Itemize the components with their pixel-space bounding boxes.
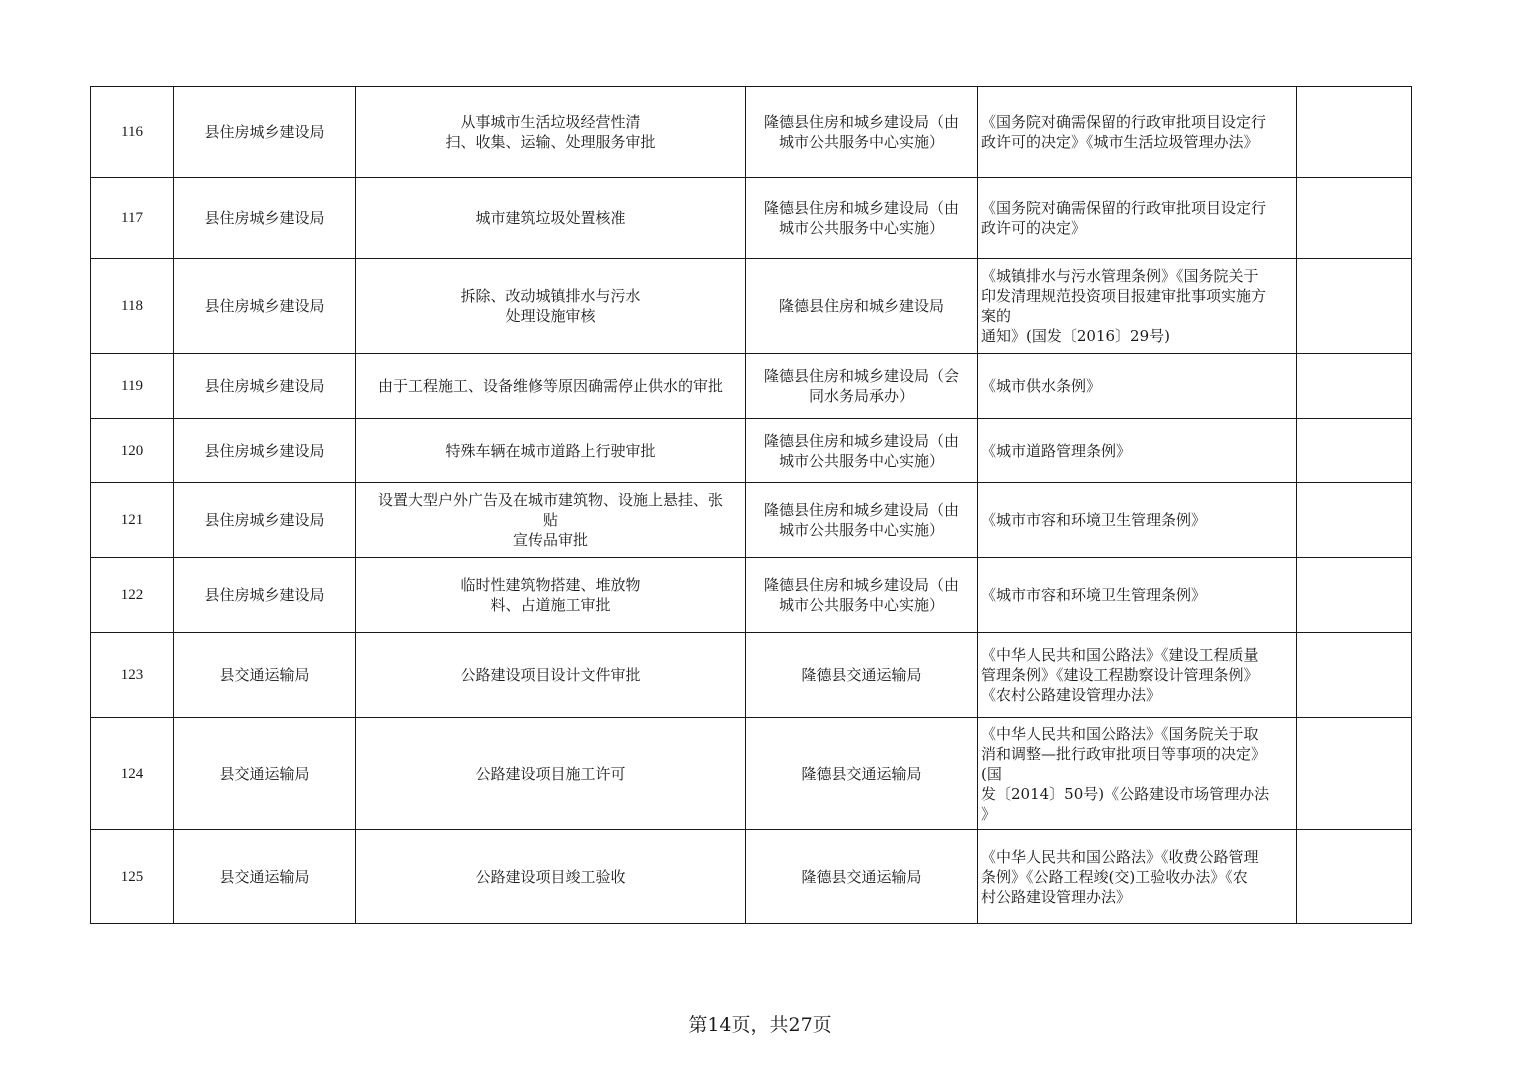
approval-item-cell-line: 由于工程施工、设备维修等原因确需停止供水的审批 xyxy=(377,377,723,395)
approval-item-cell-line: 扫、收集、运输、处理服务审批 xyxy=(445,133,656,151)
implementing-unit-cell-line: 隆德县住房和城乡建设局（由 xyxy=(763,431,959,450)
legal-basis-cell xyxy=(978,87,1297,178)
approval-item-cell-line: 城市建筑垃圾处置核准 xyxy=(475,209,626,227)
legal-basis-cell-line: 案的 xyxy=(981,307,1012,325)
legal-basis-cell xyxy=(978,354,1297,419)
approval-item-cell-line: 公路建设项目竣工验收 xyxy=(475,867,626,886)
implementing-unit-cell-line: 城市公共服务中心实施） xyxy=(778,521,944,539)
implementing-unit-cell-line: 隆德县交通运输局 xyxy=(801,867,922,886)
legal-basis-cell-line: 《城镇排水与污水管理条例》《国务院关于 xyxy=(981,267,1259,285)
remarks-cell xyxy=(1297,354,1412,419)
legal-basis-cell xyxy=(978,178,1297,259)
legal-basis-cell-line: 政许可的决定》 xyxy=(981,219,1087,237)
remarks-cell xyxy=(1297,419,1412,483)
implementing-unit-cell-line: 隆德县住房和城乡建设局 xyxy=(778,297,944,315)
implementing-unit-cell-line: 城市公共服务中心实施） xyxy=(778,219,944,237)
row-number-cell: 117 xyxy=(91,178,174,259)
department-cell: 县住房城乡建设局 xyxy=(174,483,356,558)
implementing-unit-cell-line: 隆德县住房和城乡建设局（由 xyxy=(763,199,959,217)
legal-basis-cell-line: 《农村公路建设管理办法》 xyxy=(981,686,1162,704)
approval-item-cell xyxy=(356,87,746,178)
implementing-unit-cell-line: 隆德县交通运输局 xyxy=(801,666,922,684)
remarks-cell xyxy=(1297,178,1412,259)
approval-item-cell xyxy=(356,830,746,924)
table-row xyxy=(91,483,1412,558)
legal-basis-cell xyxy=(978,259,1297,354)
table-row xyxy=(91,259,1412,354)
table-row xyxy=(91,830,1412,924)
legal-basis-cell-line: 《城市市容和环境卫生管理条例》 xyxy=(981,511,1207,529)
legal-basis-cell-line: 《中华人民共和国公路法》《收费公路管理 xyxy=(981,847,1259,866)
implementing-unit-cell-line: 隆德县交通运输局 xyxy=(801,764,922,783)
table-row xyxy=(91,87,1412,178)
implementing-unit-cell-line: 隆德县住房和城乡建设局（会 xyxy=(763,367,959,385)
row-number-cell: 124 xyxy=(91,718,174,830)
legal-basis-cell-line: 《国务院对确需保留的行政审批项目设定行 xyxy=(981,199,1267,217)
implementing-unit-cell-line: 隆德县住房和城乡建设局（由 xyxy=(763,113,959,131)
legal-basis-cell-line: 》 xyxy=(981,804,997,823)
approval-item-cell xyxy=(356,718,746,830)
legal-basis-cell xyxy=(978,633,1297,718)
page-footer: 第14页，共27页 xyxy=(688,1014,832,1036)
row-number-cell: 122 xyxy=(91,558,174,633)
department-cell: 县住房城乡建设局 xyxy=(174,354,356,419)
table-row xyxy=(91,633,1412,718)
approval-item-cell-line: 临时性建筑物搭建、堆放物 xyxy=(460,576,641,594)
approval-item-cell xyxy=(356,558,746,633)
implementing-unit-cell xyxy=(746,483,978,558)
approval-item-cell xyxy=(356,633,746,718)
table-row xyxy=(91,558,1412,633)
legal-basis-cell-line: 《城市道路管理条例》 xyxy=(981,441,1132,460)
row-number-cell: 123 xyxy=(91,633,174,718)
legal-basis-cell-line: 《中华人民共和国公路法》《建设工程质量 xyxy=(981,646,1259,664)
implementing-unit-cell xyxy=(746,718,978,830)
legal-basis-cell xyxy=(978,718,1297,830)
approval-item-cell-line: 处理设施审核 xyxy=(505,307,596,325)
approval-item-cell-line: 从事城市生活垃圾经营性清 xyxy=(460,113,641,131)
row-number-cell: 119 xyxy=(91,354,174,419)
department-cell: 县交通运输局 xyxy=(174,718,356,830)
legal-basis-cell-line: 印发清理规范投资项目报建审批事项实施方 xyxy=(981,287,1267,305)
legal-basis-cell-line: 《城市市容和环境卫生管理条例》 xyxy=(981,586,1207,604)
legal-basis-cell-line: 政许可的决定》《城市生活垃圾管理办法》 xyxy=(981,133,1259,151)
remarks-cell xyxy=(1297,558,1412,633)
implementing-unit-cell xyxy=(746,419,978,483)
row-number-cell: 120 xyxy=(91,419,174,483)
table-row xyxy=(91,718,1412,830)
legal-basis-cell xyxy=(978,830,1297,924)
implementing-unit-cell xyxy=(746,178,978,259)
approval-items-table xyxy=(90,86,1412,924)
implementing-unit-cell xyxy=(746,558,978,633)
approval-item-cell xyxy=(356,259,746,354)
implementing-unit-cell-line: 城市公共服务中心实施） xyxy=(778,451,944,470)
department-cell: 县交通运输局 xyxy=(174,830,356,924)
legal-basis-cell-line: 管理条例》《建设工程勘察设计管理条例》 xyxy=(981,666,1259,684)
implementing-unit-cell-line: 城市公共服务中心实施） xyxy=(778,133,944,151)
legal-basis-cell-line: 《国务院对确需保留的行政审批项目设定行 xyxy=(981,113,1267,131)
legal-basis-cell-line: 消和调整—批行政审批项目等事项的决定》 xyxy=(981,744,1267,763)
department-cell: 县交通运输局 xyxy=(174,633,356,718)
remarks-cell xyxy=(1297,633,1412,718)
remarks-cell xyxy=(1297,718,1412,830)
implementing-unit-cell xyxy=(746,830,978,924)
implementing-unit-cell xyxy=(746,259,978,354)
implementing-unit-cell-line: 同水务局承办） xyxy=(808,387,914,405)
approval-item-cell-line: 公路建设项目施工许可 xyxy=(475,764,626,783)
remarks-cell xyxy=(1297,259,1412,354)
approval-item-cell xyxy=(356,419,746,483)
department-cell: 县住房城乡建设局 xyxy=(174,87,356,178)
legal-basis-cell-line: (国 xyxy=(981,764,1002,783)
row-number-cell: 116 xyxy=(91,87,174,178)
legal-basis-cell-line: 《城市供水条例》 xyxy=(981,377,1102,395)
approval-item-cell-line: 特殊车辆在城市道路上行驶审批 xyxy=(445,441,656,460)
implementing-unit-cell-line: 隆德县住房和城乡建设局（由 xyxy=(763,576,959,594)
row-number-cell: 121 xyxy=(91,483,174,558)
remarks-cell xyxy=(1297,483,1412,558)
approval-item-cell xyxy=(356,178,746,259)
legal-basis-cell-line: 条例》《公路工程竣(交)工验收办法》《农 xyxy=(981,867,1248,886)
remarks-cell xyxy=(1297,830,1412,924)
implementing-unit-cell xyxy=(746,354,978,419)
legal-basis-cell xyxy=(978,483,1297,558)
implementing-unit-cell xyxy=(746,633,978,718)
approval-item-cell-line: 宣传品审批 xyxy=(512,531,588,549)
legal-basis-cell-line: 通知》(国发〔2016〕29号) xyxy=(981,327,1170,345)
implementing-unit-cell-line: 城市公共服务中心实施） xyxy=(778,596,944,614)
department-cell: 县住房城乡建设局 xyxy=(174,558,356,633)
row-number-cell: 125 xyxy=(91,830,174,924)
approval-item-cell-line: 料、占道施工审批 xyxy=(490,596,611,614)
table-row xyxy=(91,178,1412,259)
table-row xyxy=(91,354,1412,419)
approval-item-cell-line: 贴 xyxy=(542,511,558,529)
implementing-unit-cell xyxy=(746,87,978,178)
table-body xyxy=(91,87,1412,924)
remarks-cell xyxy=(1297,87,1412,178)
department-cell: 县住房城乡建设局 xyxy=(174,259,356,354)
row-number-cell: 118 xyxy=(91,259,174,354)
legal-basis-cell xyxy=(978,558,1297,633)
table-row xyxy=(91,419,1412,483)
legal-basis-cell xyxy=(978,419,1297,483)
department-cell: 县住房城乡建设局 xyxy=(174,419,356,483)
approval-item-cell-line: 拆除、改动城镇排水与污水 xyxy=(460,287,641,305)
implementing-unit-cell-line: 隆德县住房和城乡建设局（由 xyxy=(763,501,959,519)
approval-item-cell-line: 设置大型户外广告及在城市建筑物、设施上悬挂、张 xyxy=(377,491,723,509)
department-cell: 县住房城乡建设局 xyxy=(174,178,356,259)
approval-item-cell xyxy=(356,354,746,419)
legal-basis-cell-line: 发〔2014〕50号)《公路建设市场管理办法 xyxy=(981,784,1270,803)
approval-item-cell xyxy=(356,483,746,558)
legal-basis-cell-line: 《中华人民共和国公路法》《国务院关于取 xyxy=(981,724,1259,743)
legal-basis-cell-line: 村公路建设管理办法》 xyxy=(981,887,1132,906)
approval-item-cell-line: 公路建设项目设计文件审批 xyxy=(460,666,641,684)
